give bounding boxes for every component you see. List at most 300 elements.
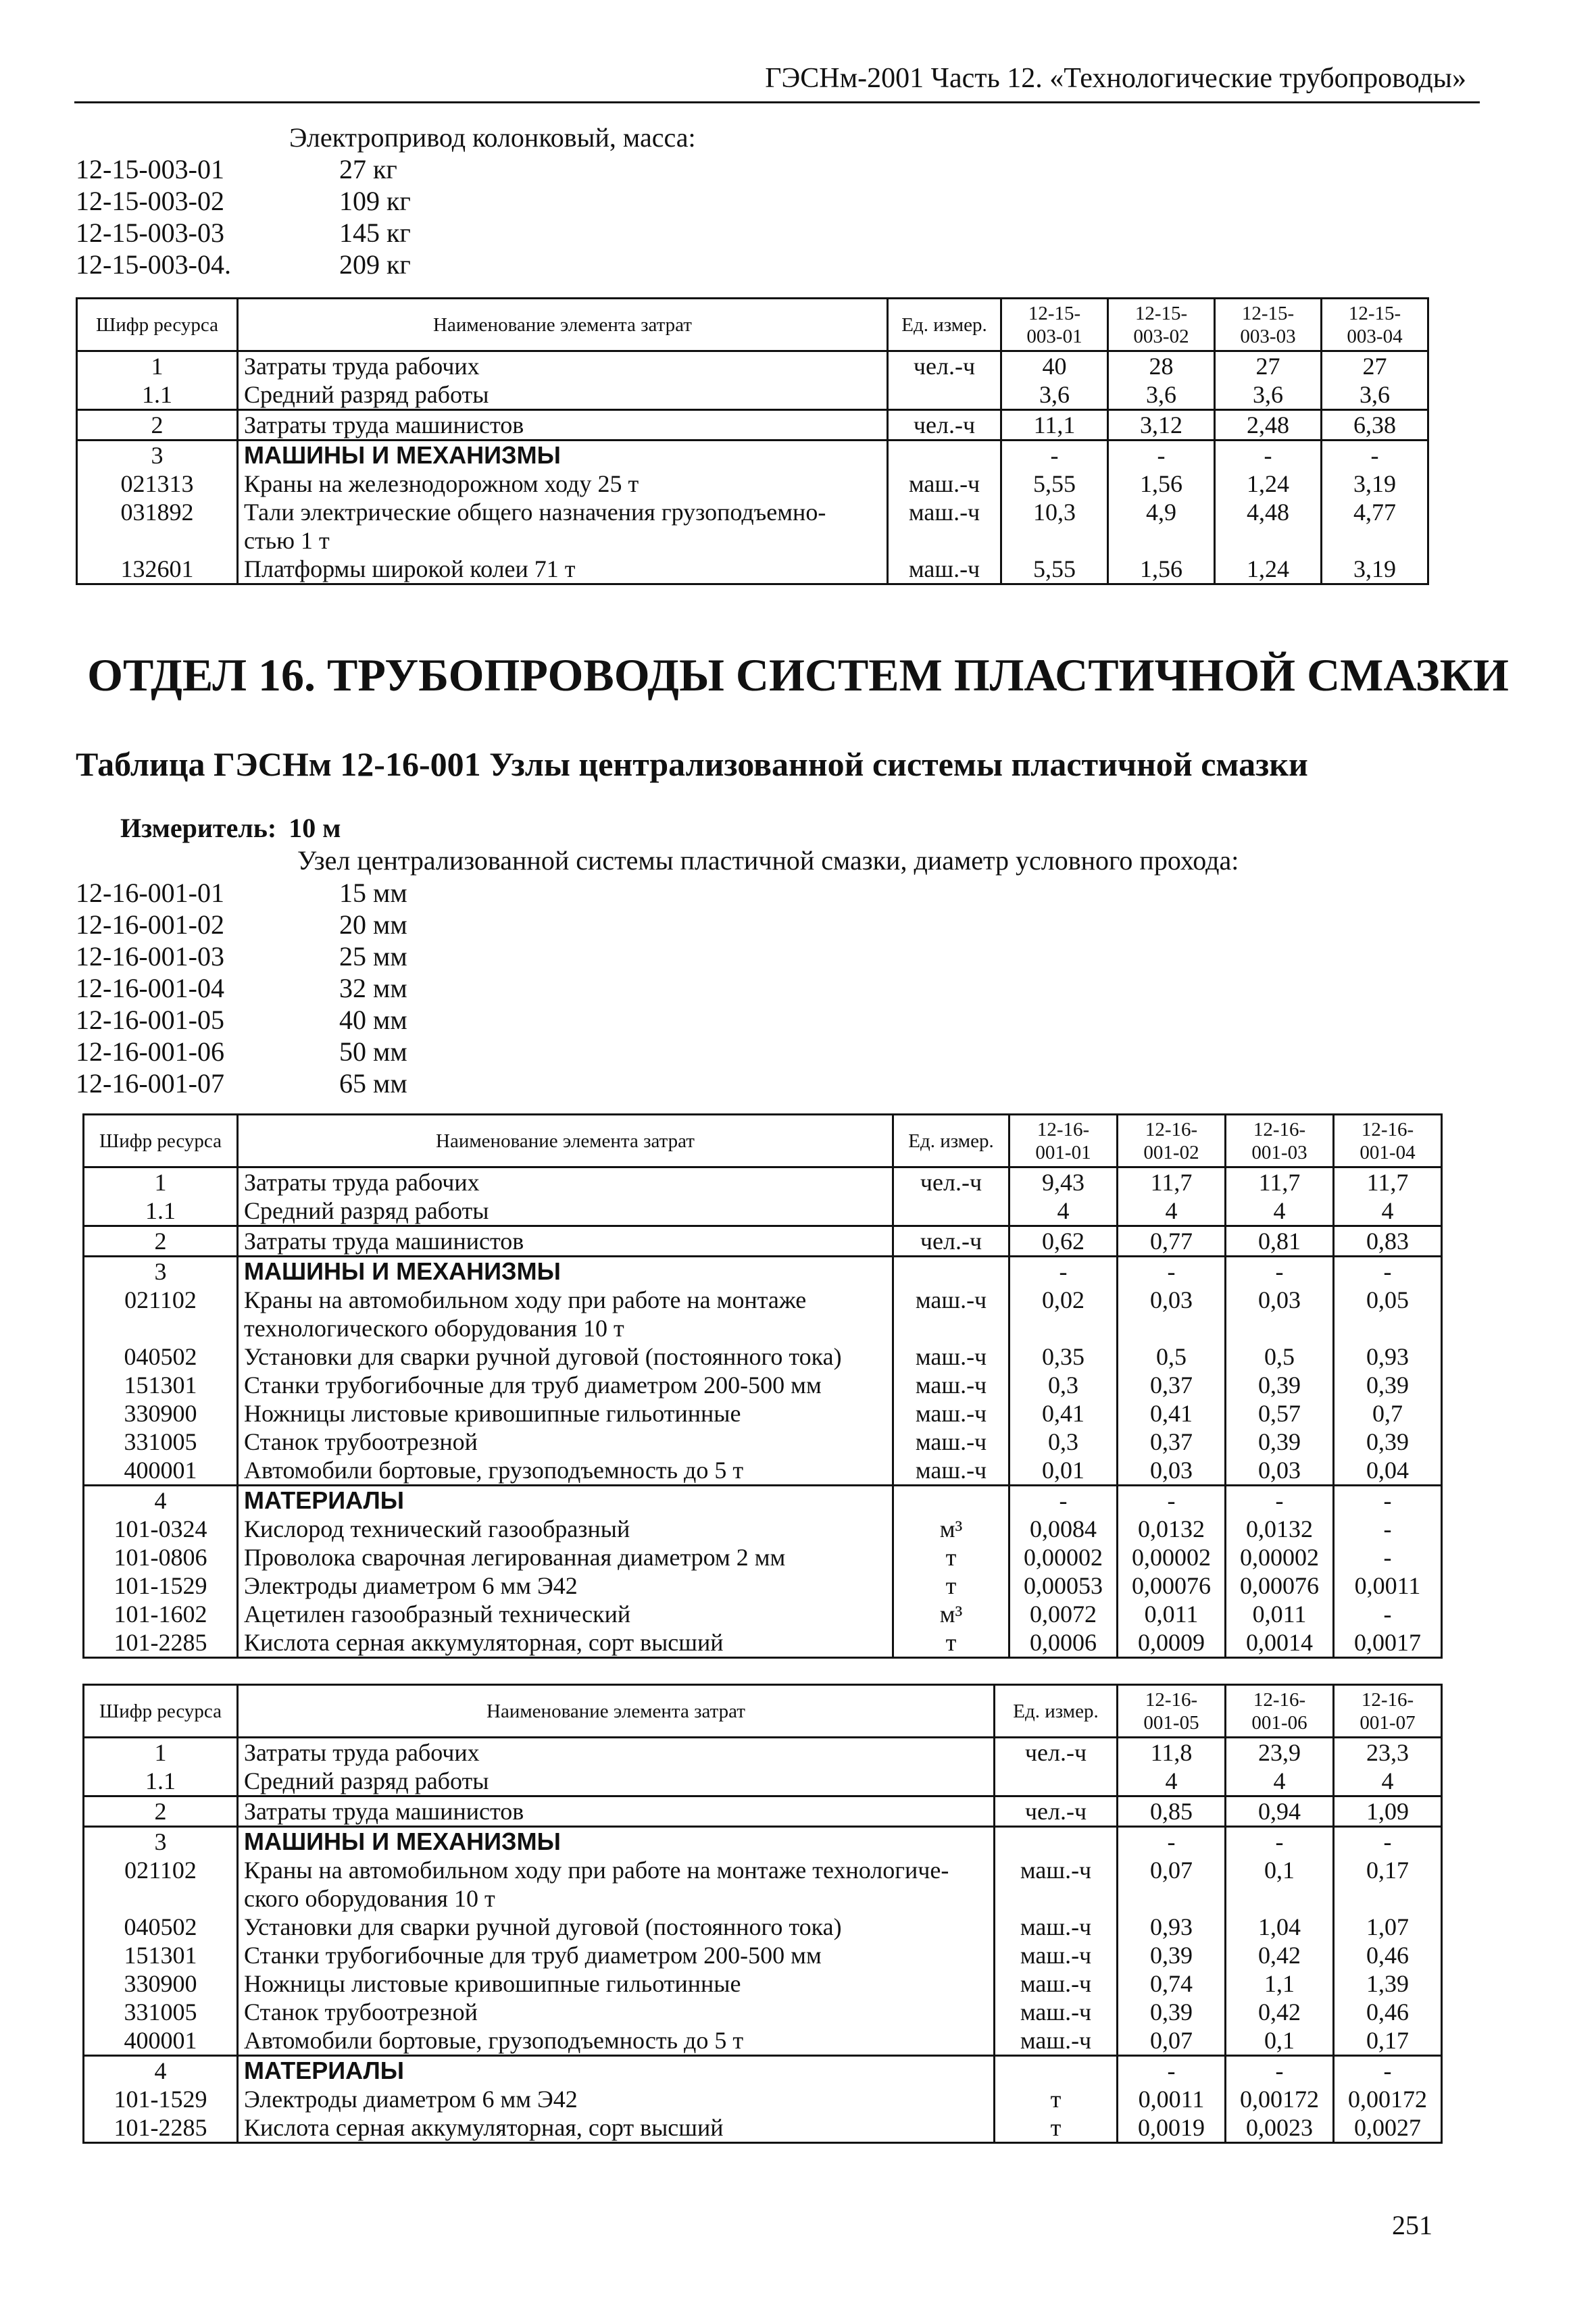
row-code: 2 (84, 1796, 238, 1827)
row-code: 021313 (77, 470, 238, 498)
row-name: Средний разряд работы (238, 1197, 893, 1226)
header-col-line2: 003-01 (1026, 325, 1082, 347)
row-name: Проволока сварочная легированная диаметром 2 мм (238, 1543, 893, 1571)
mid-code-list (76, 877, 616, 1099)
row-unit (995, 1767, 1118, 1796)
row-value: 0,94 (1226, 1796, 1334, 1827)
row-name: Станки трубогибочные для труб диаметром 200-500 мм (238, 1371, 893, 1399)
row-value: - (1334, 1257, 1442, 1286)
row-name: Автомобили бортовые, грузоподъемность до 5 т (238, 1456, 893, 1486)
table-row (77, 380, 1428, 410)
row-value: 3,6 (1001, 380, 1108, 410)
table-row (84, 1827, 1442, 1857)
row-value: 0,03 (1118, 1286, 1226, 1342)
row-name: Средний разряд работы (238, 380, 888, 410)
row-value: 0,62 (1009, 1226, 1118, 1257)
table-row (84, 1286, 1442, 1342)
row-value: 0,01 (1009, 1456, 1118, 1486)
row-name: Затраты труда машинистов (238, 1796, 995, 1827)
table-row (84, 1428, 1442, 1456)
row-code: 3 (77, 441, 238, 470)
table-row (84, 1515, 1442, 1543)
row-code: 101-2285 (84, 1628, 238, 1658)
header-col-line2: 003-03 (1240, 325, 1296, 347)
table-row (77, 498, 1428, 555)
row-code: 101-0806 (84, 1543, 238, 1571)
row-name: Кислота серная аккумуляторная, сорт высший (238, 2113, 995, 2143)
row-name: Ножницы листовые кривошипные гильотинные (238, 1399, 893, 1428)
row-unit: маш.-ч (893, 1456, 1009, 1486)
header-col-line2: 001-06 (1251, 1711, 1307, 1734)
item-code: 12-15-003-03 (76, 218, 224, 248)
row-value: 4 (1226, 1767, 1334, 1796)
row-unit (893, 1257, 1009, 1286)
item-code: 12-16-001-05 (76, 1005, 224, 1035)
row-unit (893, 1197, 1009, 1226)
row-value: 0,37 (1118, 1371, 1226, 1399)
row-value: 3,19 (1322, 555, 1428, 584)
row-value: 0,39 (1334, 1371, 1442, 1399)
row-value: 0,0009 (1118, 1628, 1226, 1658)
table-row (84, 1543, 1442, 1571)
row-value: 0,00076 (1118, 1571, 1226, 1600)
table-row (84, 1456, 1442, 1486)
row-section-title: МАШИНЫ И МЕХАНИЗМЫ (238, 1257, 893, 1286)
table-row (84, 1571, 1442, 1600)
row-value: 0,07 (1118, 2026, 1226, 2056)
page-number: 251 (1392, 2210, 1432, 2240)
row-name: Затраты труда рабочих (238, 351, 888, 381)
row-unit: маш.-ч (995, 1998, 1118, 2026)
row-value: 0,46 (1334, 1998, 1442, 2026)
header-col-line1: 12-16- (1145, 1688, 1198, 1711)
row-name: Краны на автомобильном ходу при работе на монтаже технологиче- (244, 1857, 949, 1884)
header-col-line2: 001-03 (1251, 1141, 1307, 1163)
header-col (1334, 1685, 1442, 1738)
top-code-list (76, 122, 751, 280)
row-value: 0,011 (1118, 1600, 1226, 1628)
list-item (76, 153, 751, 185)
row-value: - (1226, 1827, 1334, 1857)
row-code: 3 (84, 1257, 238, 1286)
table-row (84, 1197, 1442, 1226)
row-value: 0,1 (1226, 1856, 1334, 1913)
item-value: 15 мм (339, 878, 407, 908)
row-name-cell (238, 498, 888, 555)
row-value: 0,00172 (1334, 2085, 1442, 2113)
table-row (84, 1796, 1442, 1827)
row-unit (893, 1486, 1009, 1515)
row-value: - (1334, 1543, 1442, 1571)
header-col (1108, 299, 1215, 351)
item-code: 12-16-001-03 (76, 941, 224, 972)
row-code: 2 (84, 1226, 238, 1257)
row-code: 101-2285 (84, 2113, 238, 2143)
row-code: 400001 (84, 2026, 238, 2056)
row-name: Затраты труда машинистов (238, 1226, 893, 1257)
row-value: 3,6 (1215, 380, 1322, 410)
row-code: 330900 (84, 1969, 238, 1998)
row-unit (888, 380, 1001, 410)
row-section-title: МАТЕРИАЛЫ (238, 1486, 893, 1515)
table-row (84, 2113, 1442, 2143)
table-row (77, 555, 1428, 584)
row-value: 0,03 (1118, 1456, 1226, 1486)
row-name: Станки трубогибочные для труб диаметром 200-500 мм (238, 1941, 995, 1969)
row-value: 40 (1001, 351, 1108, 381)
row-value: 0,04 (1334, 1456, 1442, 1486)
row-value: 0,83 (1334, 1226, 1442, 1257)
row-value: 3,6 (1108, 380, 1215, 410)
row-code: 400001 (84, 1456, 238, 1486)
row-value: 9,43 (1009, 1167, 1118, 1197)
row-code: 1 (84, 1167, 238, 1197)
header-col-line1: 12-16- (1145, 1118, 1198, 1140)
header-col-line1: 12-16- (1253, 1688, 1306, 1711)
row-name: Электроды диаметром 6 мм Э42 (238, 1571, 893, 1600)
list-item (76, 1036, 616, 1067)
row-value: 0,0027 (1334, 2113, 1442, 2143)
row-value: 0,0014 (1226, 1628, 1334, 1658)
row-value: 0,03 (1226, 1286, 1334, 1342)
row-unit: маш.-ч (995, 1941, 1118, 1969)
row-code: 021102 (84, 1856, 238, 1913)
table-row (84, 1628, 1442, 1658)
header-name: Наименование элемента затрат (238, 1685, 995, 1738)
row-code: 101-0324 (84, 1515, 238, 1543)
row-value: 5,55 (1001, 470, 1108, 498)
row-unit: маш.-ч (893, 1428, 1009, 1456)
header-col-line1: 12-15- (1241, 302, 1295, 324)
row-unit: маш.-ч (888, 555, 1001, 584)
row-unit: т (995, 2113, 1118, 2143)
row-value: 0,7 (1334, 1399, 1442, 1428)
row-value: 0,0023 (1226, 2113, 1334, 2143)
row-unit (995, 2056, 1118, 2086)
header-col-line1: 12-15- (1134, 302, 1188, 324)
row-code: 4 (84, 2056, 238, 2086)
header-col (1118, 1685, 1226, 1738)
list-item (76, 909, 616, 940)
resource-table-12-15-003 (76, 297, 1429, 585)
row-name: Затраты труда рабочих (238, 1738, 995, 1767)
row-unit: маш.-ч (893, 1342, 1009, 1371)
item-value: 25 мм (339, 941, 407, 972)
item-value: 50 мм (339, 1036, 407, 1067)
table-row (84, 2056, 1442, 2086)
item-code: 12-15-003-04. (76, 249, 231, 280)
section-title: ОТДЕЛ 16. ТРУБОПРОВОДЫ СИСТЕМ ПЛАСТИЧНОЙ СМАЗКИ (87, 649, 1509, 701)
row-value: 0,011 (1226, 1600, 1334, 1628)
row-value: 1,07 (1334, 1913, 1442, 1941)
row-name: Автомобили бортовые, грузоподъемность до 5 т (238, 2026, 995, 2056)
item-value: 40 мм (339, 1005, 407, 1035)
row-value: 0,00053 (1009, 1571, 1118, 1600)
row-name: Кислота серная аккумуляторная, сорт высший (238, 1628, 893, 1658)
row-unit: маш.-ч (995, 1856, 1118, 1913)
header-col-line2: 003-02 (1133, 325, 1189, 347)
header-col-line2: 001-01 (1035, 1141, 1091, 1163)
row-value: - (1108, 441, 1215, 470)
mid-description: Узел централизованной системы пластичной смазки, диаметр условного прохода: (297, 845, 1239, 876)
row-value: 6,38 (1322, 410, 1428, 441)
row-value: - (1226, 2056, 1334, 2086)
row-unit: чел.-ч (995, 1796, 1118, 1827)
row-code: 040502 (84, 1913, 238, 1941)
row-code: 1 (84, 1738, 238, 1767)
item-value: 27 кг (339, 154, 397, 184)
item-code: 12-16-001-06 (76, 1036, 224, 1067)
row-value: - (1322, 441, 1428, 470)
row-name: Платформы широкой колеи 71 т (238, 555, 888, 584)
header-col (1334, 1115, 1442, 1167)
row-code: 330900 (84, 1399, 238, 1428)
measure-label: Измеритель: (120, 813, 277, 843)
row-value: 0,00002 (1118, 1543, 1226, 1571)
top-description-row (76, 122, 751, 153)
row-code: 021102 (84, 1286, 238, 1342)
table-title: Таблица ГЭСНм 12-16-001 Узлы централизованной системы пластичной смазки (76, 745, 1308, 783)
item-value: 145 кг (339, 218, 411, 248)
row-value: - (1226, 1486, 1334, 1515)
row-name: Тали электрические общего назначения грузоподъемно- (244, 499, 826, 526)
list-item (76, 1067, 616, 1099)
item-code: 12-16-001-01 (76, 878, 224, 908)
item-code: 12-15-003-02 (76, 186, 224, 216)
row-value: 0,00076 (1226, 1571, 1334, 1600)
row-value: 1,1 (1226, 1969, 1334, 1998)
table-row (84, 1167, 1442, 1197)
list-item (76, 940, 616, 972)
item-value: 32 мм (339, 973, 407, 1003)
header-col (1009, 1115, 1118, 1167)
row-name: Станок трубоотрезной (238, 1998, 995, 2026)
header-name: Наименование элемента затрат (238, 1115, 893, 1167)
row-code: 031892 (77, 498, 238, 555)
header-col-line2: 001-04 (1360, 1141, 1416, 1163)
header-rule (74, 101, 1480, 103)
row-value: 0,42 (1226, 1998, 1334, 2026)
row-unit: маш.-ч (995, 1913, 1118, 1941)
row-value: 0,05 (1334, 1286, 1442, 1342)
row-name: Ацетилен газообразный технический (238, 1600, 893, 1628)
row-value: 0,39 (1226, 1428, 1334, 1456)
row-value: 0,17 (1334, 1856, 1442, 1913)
row-name: Краны на железнодорожном ходу 25 т (238, 470, 888, 498)
row-unit: чел.-ч (893, 1167, 1009, 1197)
header-col-line1: 12-16- (1253, 1118, 1306, 1140)
row-name-cont: технологического оборудования 10 т (244, 1315, 624, 1342)
top-description: Электропривод колонковый, масса: (289, 122, 696, 153)
list-item (76, 877, 616, 909)
item-value: 20 мм (339, 909, 407, 940)
row-unit (888, 441, 1001, 470)
row-unit: т (893, 1628, 1009, 1658)
row-value: 11,7 (1226, 1167, 1334, 1197)
table-row (84, 1969, 1442, 1998)
row-value: 23,3 (1334, 1738, 1442, 1767)
row-value: 11,1 (1001, 410, 1108, 441)
row-value: 4 (1334, 1767, 1442, 1796)
row-code: 1.1 (77, 380, 238, 410)
row-unit: маш.-ч (893, 1286, 1009, 1342)
running-header: ГЭСНм-2001 Часть 12. «Технологические трубопроводы» (765, 63, 1466, 94)
row-value: 0,3 (1009, 1428, 1118, 1456)
header-col-line1: 12-15- (1348, 302, 1401, 324)
row-code: 1.1 (84, 1767, 238, 1796)
row-value: 0,93 (1118, 1913, 1226, 1941)
row-value: 0,39 (1118, 1998, 1226, 2026)
row-value: 3,6 (1322, 380, 1428, 410)
row-name: Установки для сварки ручной дуговой (постоянного тока) (238, 1913, 995, 1941)
row-value: 0,0132 (1118, 1515, 1226, 1543)
row-value: 0,46 (1334, 1941, 1442, 1969)
row-value: 0,0132 (1226, 1515, 1334, 1543)
row-value: 0,02 (1009, 1286, 1118, 1342)
table-row (84, 1399, 1442, 1428)
row-value: 0,37 (1118, 1428, 1226, 1456)
table-row (84, 1486, 1442, 1515)
row-value: 0,0011 (1118, 2085, 1226, 2113)
row-name: Станок трубоотрезной (238, 1428, 893, 1456)
row-value: - (1334, 1600, 1442, 1628)
row-value: 0,41 (1009, 1399, 1118, 1428)
row-value: 4,9 (1108, 498, 1215, 555)
row-code: 101-1602 (84, 1600, 238, 1628)
header-code: Шифр ресурса (77, 299, 238, 351)
row-value: 0,5 (1118, 1342, 1226, 1371)
row-value: 1,04 (1226, 1913, 1334, 1941)
row-code: 331005 (84, 1428, 238, 1456)
row-value: 0,77 (1118, 1226, 1226, 1257)
row-name: Ножницы листовые кривошипные гильотинные (238, 1969, 995, 1998)
table-row (84, 1257, 1442, 1286)
header-code: Шифр ресурса (84, 1685, 238, 1738)
row-unit: маш.-ч (888, 470, 1001, 498)
row-value: 4 (1226, 1197, 1334, 1226)
table-row (84, 1371, 1442, 1399)
row-value: 0,07 (1118, 1856, 1226, 1913)
row-section-title: МАШИНЫ И МЕХАНИЗМЫ (238, 1827, 995, 1857)
row-value: 1,24 (1215, 470, 1322, 498)
row-value: 23,9 (1226, 1738, 1334, 1767)
header-col (1001, 299, 1108, 351)
row-value: 0,0006 (1009, 1628, 1118, 1658)
header-col (1226, 1115, 1334, 1167)
row-code: 151301 (84, 1941, 238, 1969)
row-name-cont: ского оборудования 10 т (244, 1885, 495, 1912)
row-value: 1,56 (1108, 470, 1215, 498)
header-col (1118, 1115, 1226, 1167)
header-col-line2: 001-02 (1143, 1141, 1199, 1163)
row-value: - (1118, 1257, 1226, 1286)
table-row (84, 2085, 1442, 2113)
row-unit: т (995, 2085, 1118, 2113)
row-value: 4,77 (1322, 498, 1428, 555)
row-name: Затраты труда рабочих (238, 1167, 893, 1197)
row-value: 28 (1108, 351, 1215, 381)
row-value: 0,03 (1226, 1456, 1334, 1486)
row-code: 040502 (84, 1342, 238, 1371)
table-row (84, 1226, 1442, 1257)
row-value: 0,0084 (1009, 1515, 1118, 1543)
item-value: 109 кг (339, 186, 411, 216)
row-value: 10,3 (1001, 498, 1108, 555)
row-value: 1,24 (1215, 555, 1322, 584)
row-value: 3,12 (1108, 410, 1215, 441)
row-value: - (1118, 1486, 1226, 1515)
row-name: Установки для сварки ручной дуговой (постоянного тока) (238, 1342, 893, 1371)
row-value: 3,19 (1322, 470, 1428, 498)
row-code: 1 (77, 351, 238, 381)
row-value: 1,39 (1334, 1969, 1442, 1998)
row-value: - (1334, 1515, 1442, 1543)
row-name: Краны на автомобильном ходу при работе на монтаже (244, 1286, 807, 1313)
header-col (1226, 1685, 1334, 1738)
item-value: 209 кг (339, 249, 411, 280)
row-value: 0,39 (1334, 1428, 1442, 1456)
row-value: 2,48 (1215, 410, 1322, 441)
row-value: 0,0011 (1334, 1571, 1442, 1600)
row-value: - (1001, 441, 1108, 470)
item-code: 12-16-001-04 (76, 973, 224, 1003)
table-row (84, 1342, 1442, 1371)
header-col-line2: 003-04 (1347, 325, 1403, 347)
list-item (76, 249, 751, 280)
header-unit: Ед. измер. (893, 1115, 1009, 1167)
row-value: - (1009, 1486, 1118, 1515)
row-section-title: МАТЕРИАЛЫ (238, 2056, 995, 2086)
header-name: Наименование элемента затрат (238, 299, 888, 351)
header-unit: Ед. измер. (995, 1685, 1118, 1738)
row-unit: маш.-ч (995, 1969, 1118, 1998)
row-value: 1,09 (1334, 1796, 1442, 1827)
row-unit: маш.-ч (995, 2026, 1118, 2056)
list-item (76, 217, 751, 249)
list-item (76, 1004, 616, 1036)
row-value: 0,81 (1226, 1226, 1334, 1257)
row-section-title: МАШИНЫ И МЕХАНИЗМЫ (238, 441, 888, 470)
row-value: 11,7 (1334, 1167, 1442, 1197)
row-value: 0,00172 (1226, 2085, 1334, 2113)
row-value: - (1334, 1827, 1442, 1857)
row-unit: м³ (893, 1515, 1009, 1543)
row-unit: чел.-ч (995, 1738, 1118, 1767)
row-value: 11,8 (1118, 1738, 1226, 1767)
header-code: Шифр ресурса (84, 1115, 238, 1167)
row-value: 4 (1118, 1197, 1226, 1226)
row-name: Средний разряд работы (238, 1767, 995, 1796)
table-row (84, 1767, 1442, 1796)
measure (120, 812, 341, 844)
table-row (77, 441, 1428, 470)
row-value: 0,00002 (1226, 1543, 1334, 1571)
row-code: 101-1529 (84, 1571, 238, 1600)
row-value: 0,0017 (1334, 1628, 1442, 1658)
row-name: Электроды диаметром 6 мм Э42 (238, 2085, 995, 2113)
row-value: 0,35 (1009, 1342, 1118, 1371)
row-value: 0,74 (1118, 1969, 1226, 1998)
row-value: 4 (1009, 1197, 1118, 1226)
measure-value: 10 м (289, 813, 341, 843)
row-value: 0,00002 (1009, 1543, 1118, 1571)
header-col-line1: 12-16- (1361, 1118, 1414, 1140)
row-name-cell (238, 1286, 893, 1342)
header-col (1215, 299, 1322, 351)
row-unit: чел.-ч (888, 410, 1001, 441)
row-value: - (1334, 2056, 1442, 2086)
item-code: 12-16-001-02 (76, 909, 224, 940)
